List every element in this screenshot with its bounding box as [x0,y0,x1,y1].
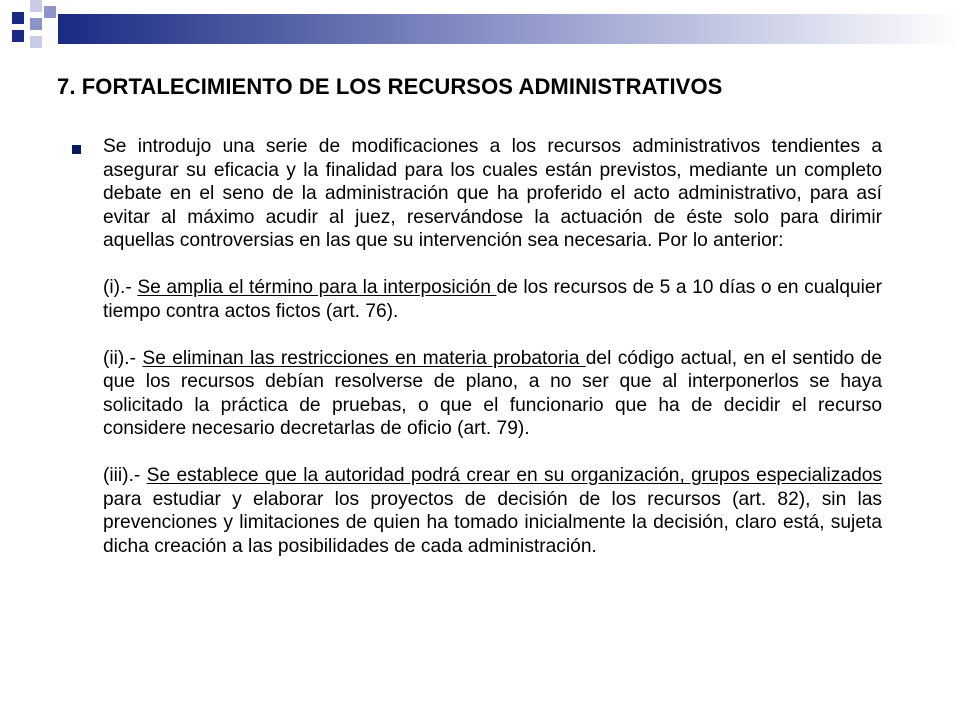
header-square-mid [30,18,42,30]
item-i-underlined: Se amplia el término para la interposición [137,277,497,298]
intro-paragraph: Se introdujo una serie de modificaciones a los recursos administrativos tendientes a asegurar su eficacia y la finalidad para los cuales están previstos, mediante un completo debate en el seno de la administración que ha proferido el acto administrativo, para así evitar al máximo acudir al juez, reservándose la actuación de éste solo para dirimir aquellas controversias en las que su intervención sea necesaria. Por lo anterior: [103,136,882,251]
item-i-rest: de los recursos de 5 a 10 días o en cualquier tiempo contra actos fictos (art. 76). [103,277,882,322]
item-ii [103,347,882,441]
item-iii [103,464,882,558]
item-ii-underlined: Se eliminan las restricciones en materia probatoria [142,347,586,369]
item-i [103,276,882,323]
item-iii-underlined: Se establece que la autoridad podrá crear en su organización, grupos especializados [146,465,883,486]
item-iii-prefix: (iii).- [103,465,147,486]
header-gradient-bar [58,14,960,44]
header-square-light [30,0,42,12]
header-square-mid-2 [44,6,56,18]
slide-content [103,135,882,558]
bullet-square-icon [72,145,81,154]
item-ii-rest: del código actual, en el sentido de que los recursos debían resolverse de plano, a no ser que al interponerlos se haya solicitado la práctica de pruebas, o que el funcionario que ha de decidir el recurso considere necesario decretarlas de oficio (art. 79). [103,347,883,439]
header-square-light-2 [30,36,42,48]
header-square-dark [12,12,24,24]
header-decoration [0,0,960,60]
item-ii-prefix: (ii).- [103,347,143,369]
item-iii-rest: para estudiar y elaborar los proyectos de decisión de los recursos (art. 82), sin las prevenciones y limitaciones de quien ha tomado inicialmente la decisión, claro está, sujeta dicha creación a las posibilidades de cada administración. [103,488,882,557]
slide-title: 7. FORTALECIMIENTO DE LOS RECURSOS ADMINISTRATIVOS [57,74,723,99]
item-i-prefix: (i).- [103,277,138,298]
header-square-dark-2 [12,30,24,42]
